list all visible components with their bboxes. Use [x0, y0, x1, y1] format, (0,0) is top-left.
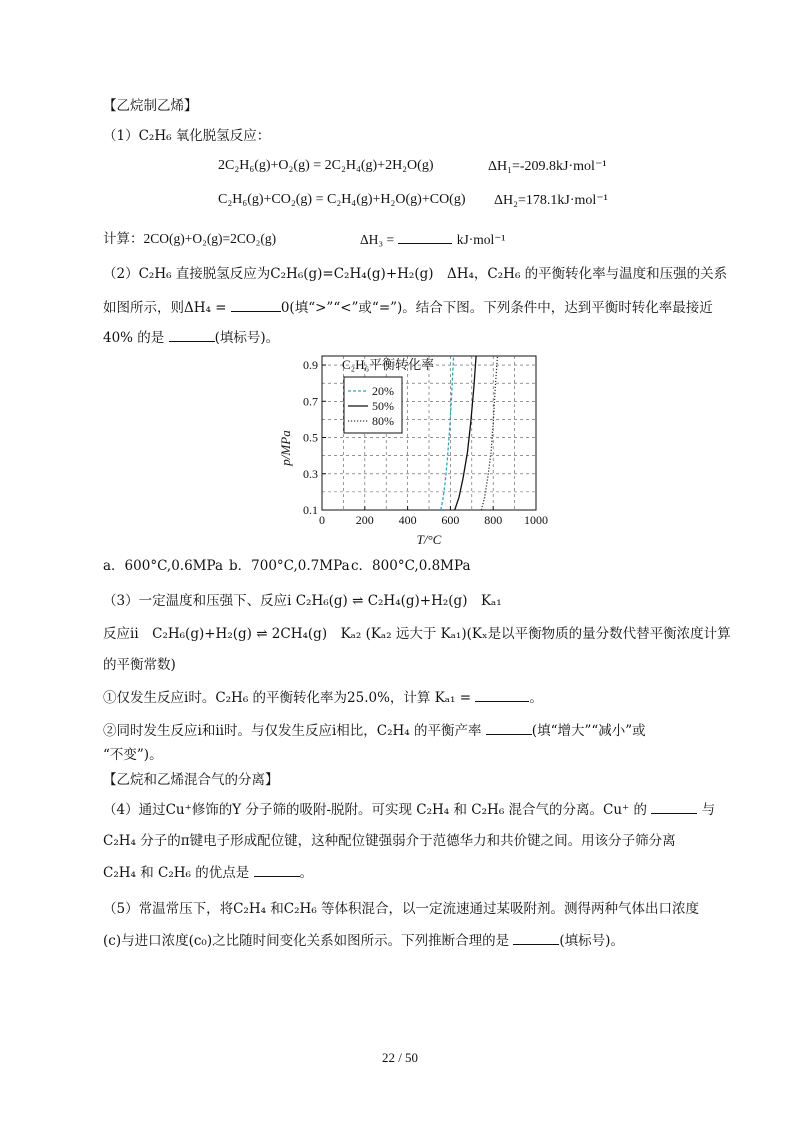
legend-label: 20%: [372, 384, 394, 398]
question-2-line-3: [103, 327, 279, 348]
x-tick-label: 600: [441, 513, 460, 527]
x-axis-title: T/°C: [416, 532, 442, 547]
y-axis-title: p/MPa: [278, 430, 293, 466]
question-5-line-1: （5）常温常压下，将C₂H₄ 和C₂H₆ 等体积混合，以一定流速通过某吸附剂。测得两种气体出口浓度: [103, 901, 700, 917]
x-tick-label: 200: [355, 513, 374, 527]
series-line-50pct: [455, 356, 476, 510]
x-tick-label: 1000: [524, 513, 548, 527]
question-3-line-2: 反应ⅱ C₂H₆(g)+H₂(g) ⇌ 2CH₄(g) Kₐ₂ (Kₐ₂ 远大于 Kₐ₁)(Kₓ是以平衡物质的量分数代替平衡浓度计算: [103, 626, 731, 642]
y-tick-label: 0.1: [303, 503, 318, 517]
question-3-sub-1: [103, 687, 543, 708]
y-tick-label: 0.5: [303, 430, 318, 445]
y-tick-label: 0.9: [303, 358, 318, 373]
calc-label: 计算：: [103, 231, 144, 247]
y-tick-label: 0.3: [303, 466, 318, 481]
y-tick-label: 0.7: [303, 394, 318, 409]
series-line-80pct: [481, 356, 497, 510]
question-4-line-3-end: 。: [299, 865, 314, 881]
question-4-line-1-text: （4）通过Cu⁺修饰的Y 分子筛的吸附-脱附。可实现 C₂H₄ 和 C₂H₆ 混合气的分离。Cu⁺ 的: [103, 802, 647, 818]
question-2-line-3-end: (填标号)。: [214, 330, 280, 346]
legend-label: 50%: [372, 399, 394, 413]
calc-equation: 2CO(g)+O₂(g)=2CO₂(g): [143, 231, 277, 246]
answer-blank-q5[interactable]: [513, 930, 559, 945]
option-c: c．800°C,0.8MPa: [351, 558, 471, 574]
answer-blank-ka1[interactable]: [475, 687, 529, 702]
answer-blank-dh3[interactable]: [398, 229, 452, 244]
question-5-line-2-text: (c)与进口浓度(c₀)之比随时间变化关系如图所示。下列推断合理的是: [103, 933, 510, 949]
section-title-separation: 【乙烷和乙烯混合气的分离】: [103, 772, 279, 788]
question-3-line-3: 的平衡常数): [103, 657, 176, 673]
question-4-line-3: [103, 862, 313, 883]
question-2-line-3-start: 40% 的是: [103, 330, 165, 346]
x-tick-label: 800: [484, 513, 503, 527]
page-number: 22 / 50: [381, 1050, 419, 1065]
legend-label: 80%: [372, 414, 394, 428]
question-5-line-2: [103, 930, 624, 951]
equation-2-enthalpy: ΔH₂=178.1kJ·mol⁻¹: [494, 193, 608, 208]
equation-1: 2C₂H₆(g)+O₂(g) = 2C₂H₄(g)+2H₂O(g): [218, 158, 434, 173]
series-line-20pct: [441, 356, 454, 510]
x-tick-label: 0: [319, 513, 325, 527]
question-4-line-2: C₂H₄ 分子的π键电子形成配位键，这种配位键强弱介于范德华力和共价键之间。用该分子筛分离: [103, 833, 676, 849]
question-3-sub-1-text: ①仅发生反应ⅰ时。C₂H₆ 的平衡转化率为25.0%，计算 Kₐ₁ =: [103, 690, 472, 706]
question-2-line-2-end: 0(填“>”“<”或“=”)。结合下图。下列条件中，达到平衡时转化率最接近: [280, 300, 713, 316]
question-3-sub-2-cont: “不变”)。: [103, 747, 163, 763]
equation-2: C₂H₆(g)+CO₂(g) = C₂H₄(g)+H₂O(g)+CO(g): [218, 192, 466, 207]
question-1-intro: （1）C₂H₆ 氧化脱氢反应：: [103, 128, 271, 144]
question-2-line-2-start: 如图所示，则ΔH₄ =: [103, 300, 227, 316]
option-a: a．600°C,0.6MPa: [103, 558, 224, 574]
question-3-sub-2: [103, 720, 646, 741]
x-tick-label: 400: [398, 513, 417, 527]
conversion-chart: [272, 350, 562, 550]
answer-blank-cu-orbital[interactable]: [651, 799, 697, 814]
calc-unit: kJ·mol⁻¹: [456, 232, 506, 247]
question-3-line-1: （3）一定温度和压强下、反应ⅰ C₂H₆(g) ⇌ C₂H₄(g)+H₂(g) Kₐ₁: [103, 593, 502, 609]
answer-blank-advantage[interactable]: [254, 862, 300, 877]
question-4-line-1: [103, 799, 715, 820]
answer-blank-q2[interactable]: [169, 327, 215, 342]
question-2-line-2: [103, 297, 713, 318]
question-3-sub-1-end: 。: [529, 690, 543, 706]
question-4-line-3-text: C₂H₄ 和 C₂H₆ 的优点是: [103, 865, 250, 881]
calc-line: [103, 229, 276, 249]
answer-blank-dh4[interactable]: [231, 297, 281, 312]
chart-series: [441, 356, 498, 510]
question-3-sub-2-end: (填“增大”“减小”或: [531, 723, 646, 739]
calc-enthalpy-symbol: ΔH₃ =: [360, 232, 395, 247]
option-b: b．700°C,0.7MPa: [229, 558, 350, 574]
answer-blank-yield[interactable]: [486, 720, 532, 735]
question-4-line-1-end: 与: [701, 802, 716, 818]
legend-title: C₂H₆平衡转化率: [342, 357, 435, 372]
question-3-sub-2-text: ②同时发生反应ⅰ和ⅱ时。与仅发生反应ⅰ相比，C₂H₄ 的平衡产率: [103, 723, 482, 739]
section-title-ethane-to-ethylene: 【乙烷制乙烯】: [103, 98, 198, 114]
question-5-line-2-end: (填标号)。: [559, 933, 624, 949]
calc-enthalpy-line: [360, 229, 505, 250]
equation-1-enthalpy: ΔH₁=-209.8kJ·mol⁻¹: [488, 159, 607, 174]
question-2-line-1: （2）C₂H₆ 直接脱氢反应为C₂H₆(g)=C₂H₄(g)+H₂(g) ΔH₄，C₂H₆ 的平衡转化率与温度和压强的关系: [103, 266, 728, 282]
